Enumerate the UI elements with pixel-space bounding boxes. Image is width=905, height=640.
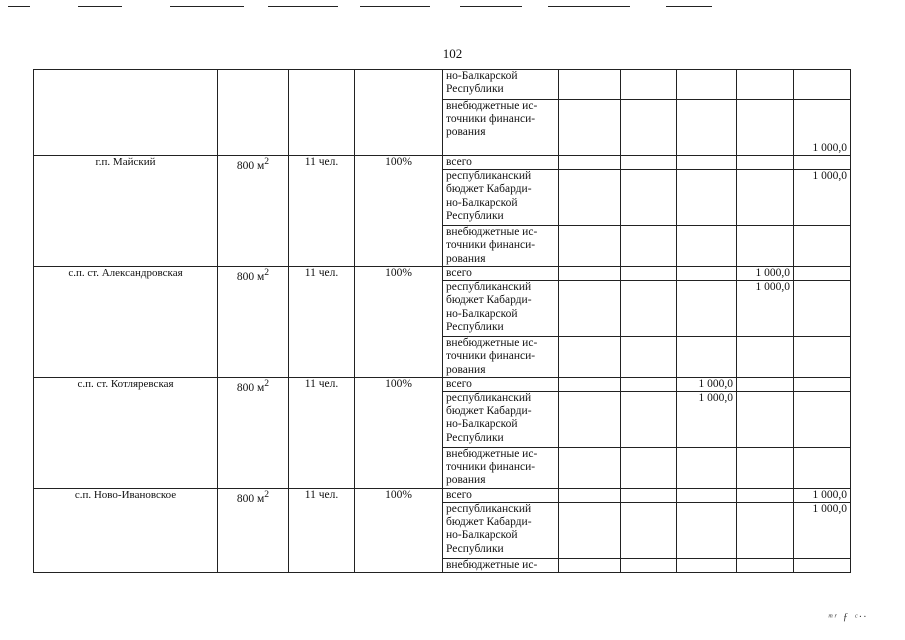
area-cell: 800 $м^2$ [218, 488, 289, 572]
percent-cell: 100% [355, 156, 443, 267]
source-cell: республиканский бюджет Кабарди- но-Балкарской Республики [443, 281, 559, 337]
header-rule [460, 6, 522, 7]
table-row [34, 156, 851, 170]
place-cell: с.п. Ново-Ивановское [34, 488, 218, 572]
table-row [34, 377, 851, 391]
percent-cell: 100% [355, 488, 443, 572]
source-cell: всего [443, 377, 559, 391]
people-cell: 11 чел. [289, 377, 355, 488]
header-rule [360, 6, 430, 7]
area-cell: 800 $м^2$ [218, 377, 289, 488]
source-cell: всего [443, 488, 559, 502]
value-cell: 1 000,0 [794, 100, 851, 156]
source-cell: внебюджетные ис- точники финанси- рования [443, 337, 559, 378]
percent-cell: 100% [355, 266, 443, 377]
value-cell: 1 000,0 [737, 266, 794, 280]
header-rule [170, 6, 244, 7]
area-cell: 800 $м^2$ [218, 266, 289, 377]
source-cell: всего [443, 266, 559, 280]
percent-cell: 100% [355, 377, 443, 488]
table-row [34, 488, 851, 502]
handwritten-mark: ᵐʳ ƒ ᶜ·· [828, 612, 869, 623]
source-cell: республиканский бюджет Кабарди- но-Балкарской Республики [443, 170, 559, 226]
place-cell: с.п. ст. Котляревская [34, 377, 218, 488]
header-rule [78, 6, 122, 7]
place-cell: г.п. Майский [34, 156, 218, 267]
people-cell: 11 чел. [289, 266, 355, 377]
value-cell: 1 000,0 [794, 502, 851, 558]
source-cell: внебюджетные ис- [443, 558, 559, 572]
value-cell: 1 000,0 [794, 488, 851, 502]
place-cell: с.п. ст. Александровская [34, 266, 218, 377]
funding-table [33, 69, 851, 573]
place-cell [34, 70, 218, 156]
page-number: 102 [442, 46, 463, 61]
value-cell: 1 000,0 [794, 170, 851, 226]
area-cell: 800 $м^2$ [218, 156, 289, 267]
table-row [34, 70, 851, 100]
source-cell: всего [443, 156, 559, 170]
source-cell: внебюджетные ис- точники финанси- рования [443, 100, 559, 156]
value-cell: 1 000,0 [677, 377, 737, 391]
source-cell: республиканский бюджет Кабарди- но-Балкарской Республики [443, 502, 559, 558]
value-cell: 1 000,0 [737, 281, 794, 337]
source-cell: но-Балкарской Республики [443, 70, 559, 100]
header-rule [548, 6, 630, 7]
header-rule [268, 6, 338, 7]
source-cell: внебюджетные ис- точники финанси- рования [443, 226, 559, 267]
value-cell: 1 000,0 [677, 391, 737, 447]
value-cell [794, 156, 851, 170]
header-rule [666, 6, 712, 7]
people-cell: 11 чел. [289, 488, 355, 572]
header-rule [8, 6, 30, 7]
table-row [34, 266, 851, 280]
source-cell: республиканский бюджет Кабарди- но-Балкарской Республики [443, 391, 559, 447]
source-cell: внебюджетные ис- точники финанси- рования [443, 447, 559, 488]
people-cell: 11 чел. [289, 156, 355, 267]
